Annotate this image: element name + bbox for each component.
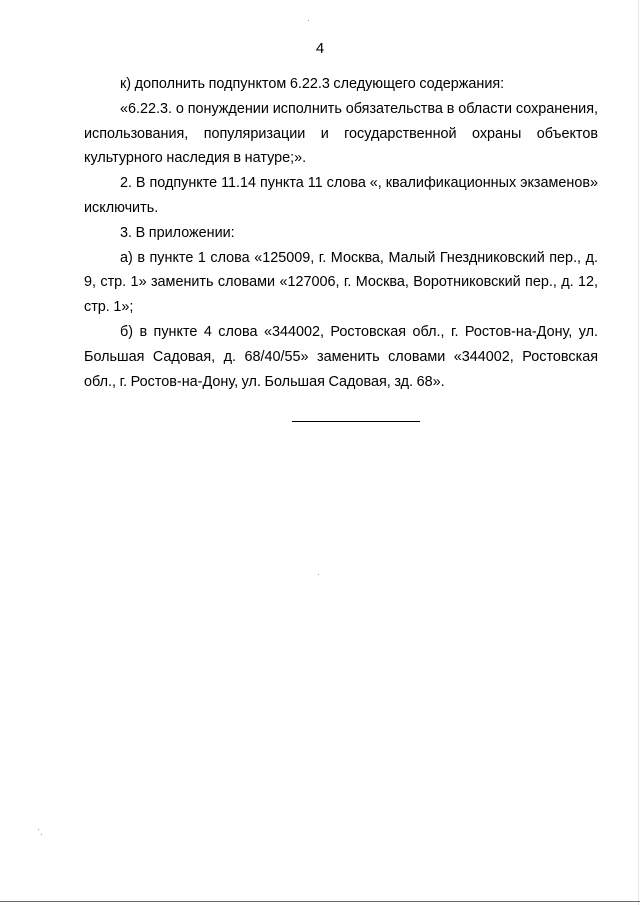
document-body xyxy=(84,72,598,394)
page-number: 4 xyxy=(315,40,325,57)
scan-speck xyxy=(318,574,319,575)
end-separator-line xyxy=(292,421,420,422)
scan-speck xyxy=(38,829,39,830)
scan-edge-right xyxy=(638,0,639,905)
paragraph-k-amendment: к) дополнить подпунктом 6.22.3 следующего содержания: xyxy=(120,76,505,92)
paragraph-item-3: 3. В приложении: xyxy=(120,224,235,241)
scan-speck xyxy=(41,834,42,835)
scan-edge-bottom xyxy=(0,901,640,902)
paragraph-6-22-3-text: «6.22.3. о понуждении исполнить обязательства в области сохранения, использования, популяризации и государственной охраны объектов культурного наследия в натуре;». xyxy=(84,100,598,167)
paragraph-item-3a: а) в пункте 1 слова «125009, г. Москва, Малый Гнездниковский пер., д. 9, стр. 1» заменить словами «127006, г. Москва, Воротниковский пер., д. 12, стр. 1»; xyxy=(84,249,598,316)
paragraph-item-3b: б) в пункте 4 слова «344002, Ростовская обл., г. Ростов-на-Дону, ул. Большая Садовая, д. 68/40/55» заменить словами «344002, Ростовская обл., г. Ростов-на-Дону, ул. Большая Садовая, зд. 68». xyxy=(84,323,598,390)
scan-speck xyxy=(308,20,309,21)
paragraph-item-2: 2. В подпункте 11.14 пункта 11 слова «, квалификационных экзаменов» исключить. xyxy=(84,175,598,216)
